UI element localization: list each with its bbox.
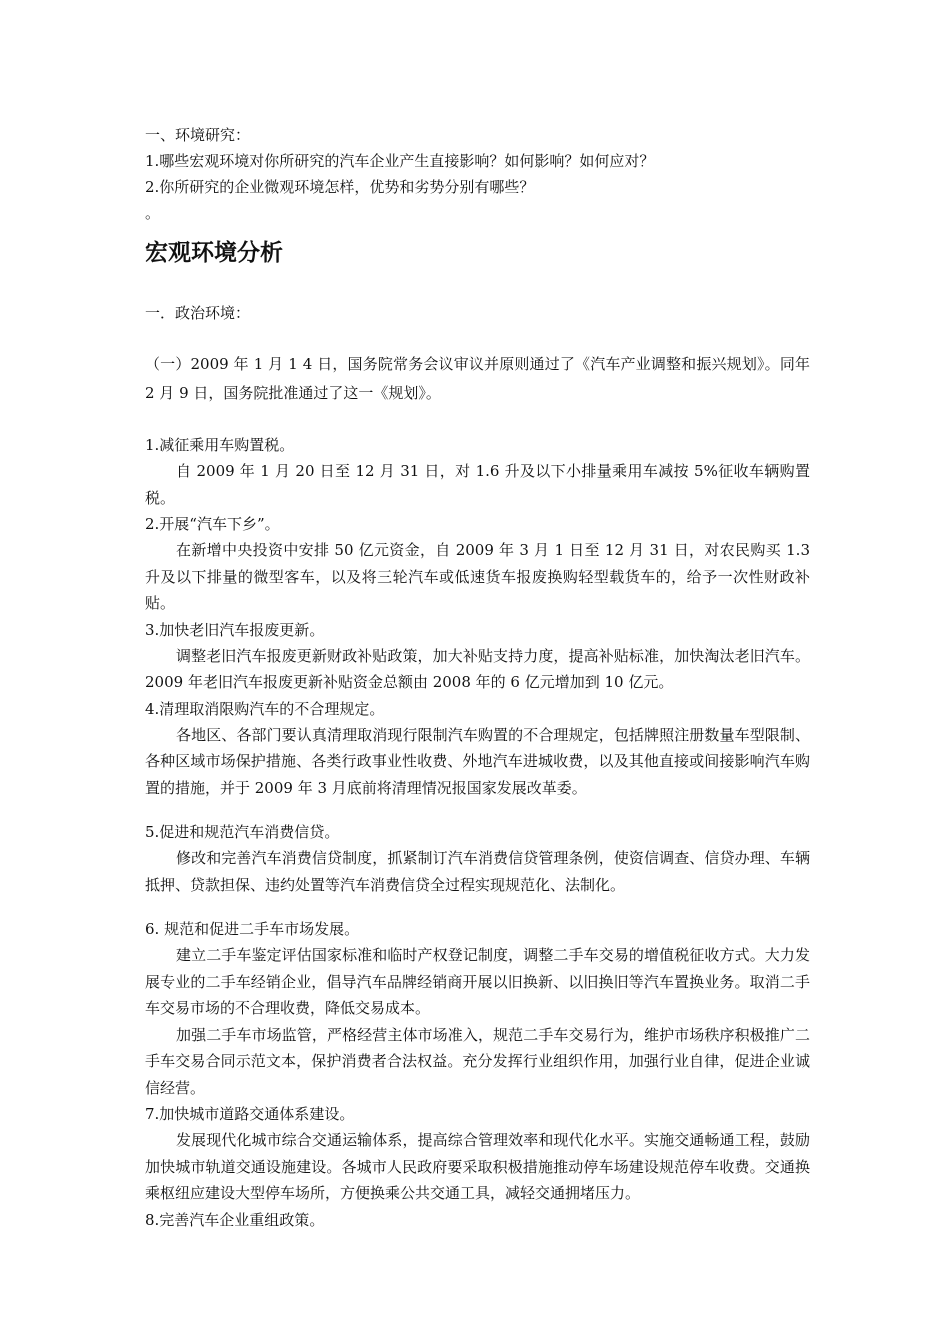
item-title: 1.减征乘用车购置税。 [145,436,295,454]
item-title: 4.清理取消限购汽车的不合理规定。 [145,699,385,718]
spacer [145,898,810,916]
item-paragraph: 自 2009 年 1 月 20 日至 12 月 31 日，对 1.6 升及以下小排量乘用车减按 5%征收车辆购置税。 [145,462,810,507]
subsection-title: 一．政治环境： [145,304,251,322]
item-paragraph: 修改和完善汽车消费信贷制度，抓紧制订汽车消费信贷管理条例，使资信调查、信贷办理、车辆抵押、贷款担保、违约处置等汽车消费信贷全过程实现规范化、法制化。 [145,849,810,894]
intro-question-2: 2.你所研究的企业微观环境怎样，优势和劣势分别有哪些？ [145,178,535,196]
intro-line-1: 一、环境研究： [145,126,251,144]
spacer [145,408,810,432]
spacer [145,270,810,300]
item-title: 2.开展“汽车下乡”。 [145,515,280,533]
item-title: 7.加快城市道路交通体系建设。 [145,1105,355,1123]
spacer [145,326,810,350]
item-title: 5.促进和规范汽车消费信贷。 [145,823,340,841]
document-page [145,122,810,1233]
intro-question-1: 1.哪些宏观环境对你所研究的汽车企业产生直接影响？如何影响？如何应对？ [145,152,655,170]
item-paragraph: 调整老旧汽车报废更新财政补贴政策，加大补贴支持力度，提高补贴标准，加快淘汰老旧汽车。2009 年老旧汽车报废更新补贴资金总额由 2008 年的 6 亿元增加到 10 亿元。 [145,646,810,691]
item-paragraph: 建立二手车鉴定评估国家标准和临时产权登记制度，调整二手车交易的增值税征收方式。大力发展专业的二手车经销企业，倡导汽车品牌经销商开展以旧换新、以旧换旧等汽车置换业务。取消二手车交易市场的不合理收费，降低交易成本。 [145,946,810,1017]
item-paragraph: 加强二手车市场监管，严格经营主体市场准入，规范二手车交易行为，维护市场秩序积极推广二手车交易合同示范文本，保护消费者合法权益。充分发挥行业组织作用，加强行业自律，促进企业诚信经营。 [145,1025,810,1097]
section-heading: 宏观环境分析 [145,240,283,266]
spacer [145,801,810,819]
intro-dot: 。 [145,204,161,222]
item-title: 8.完善汽车企业重组政策。 [145,1210,325,1229]
item-paragraph: 各地区、各部门要认真清理取消现行限制汽车购置的不合理规定，包括牌照注册数量车型限制、各种区域市场保护措施、各类行政事业性收费、外地汽车进城收费，以及其他直接或间接影响汽车购置的措施，并于 2009 年 3 月底前将清理情况报国家发展改革委。 [145,725,810,797]
item-title: 6. 规范和促进二手车市场发展。 [145,920,360,938]
item-paragraph: 发展现代化城市综合交通运输体系，提高综合管理效率和现代化水平。实施交通畅通工程，鼓励加快城市轨道交通设施建设。各城市人民政府要采取积极措施推动停车场建设规范停车收费。交通换乘枢纽应建设大型停车场所，方便换乘公共交通工具，减轻交通拥堵压力。 [145,1131,810,1202]
policy-intro-paragraph: （一）2009 年 1 月 1 4 日，国务院常务会议审议并原则通过了《汽车产业调整和振兴规划》。同年 2 月 9 日，国务院批准通过了这一《规划》。 [145,355,810,402]
item-title: 3.加快老旧汽车报废更新。 [145,620,325,639]
item-paragraph: 在新增中央投资中安排 50 亿元资金，自 2009 年 3 月 1 日至 12 月 31 日，对农民购买 1.3 升及以下排量的微型客车，以及将三轮汽车或低速货车报废换购轻型载货车的，给予一次性财政补贴。 [145,541,810,612]
